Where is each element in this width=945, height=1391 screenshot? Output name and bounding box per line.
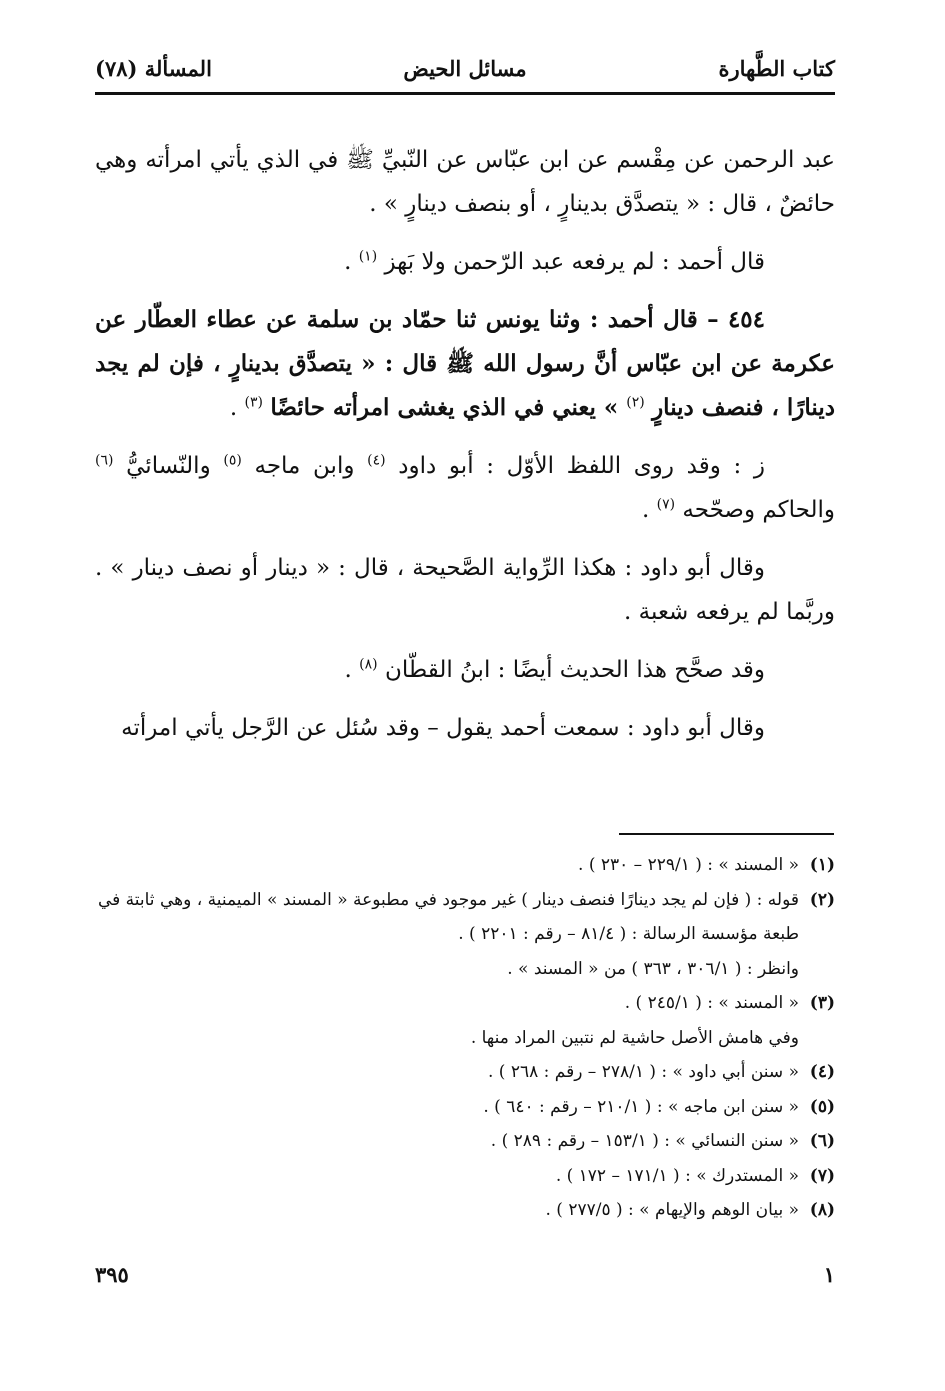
footnote-line: « بيان الوهم والإيهام » : ( ٢٧٧/٥ ) . — [545, 1200, 799, 1220]
footnote-4 — [95, 1055, 835, 1090]
paragraph-2-text: قال أحمد : لم يرفعه عبد الرّحمن ولا بَهز — [384, 249, 765, 275]
header-issue-number: المسألة (٧٨) — [95, 56, 212, 81]
footnote-ref-3: (٣) — [244, 394, 264, 411]
footnote-ref-6: (٦) — [95, 452, 114, 469]
footnote-number: (٦) — [809, 1131, 835, 1151]
footnote-ref-5: (٥) — [223, 452, 242, 469]
footnote-ref-1: (١) — [358, 248, 378, 265]
signature-mark: ١ — [823, 1262, 835, 1287]
footnote-ref-7: (٧) — [656, 496, 676, 513]
footnote-line: « المستدرك » : ( ١٧١/١ – ١٧٢ ) . — [555, 1165, 799, 1186]
footnote-number: (٢) — [809, 889, 835, 910]
footnote-line: « المسند » : ( ٢٢٩/١ – ٢٣٠ ) . — [578, 855, 799, 875]
header-book-title: كتاب الطَّهارة — [718, 56, 835, 81]
footnote-line: « المسند » : ( ٢٤٥/١ ) . — [624, 993, 799, 1013]
paragraph-1: عبد الرحمن عن مِقْسم عن ابن عبّاس عن النّبيِّ ﷺ في الذي يأتي امرأته وهي حائضٌ ، قال : « يتصدَّق بدينارٍ ، أو بنصف دينارٍ » . — [95, 147, 835, 217]
paragraph-4-d: والحاكم وصحّحه — [682, 497, 835, 523]
footnote-number: (١) — [809, 855, 835, 875]
paragraph-4-b: وابن ماجه — [254, 453, 368, 479]
footnote-7 — [95, 1159, 835, 1194]
paragraph-4-end: . — [642, 497, 657, 523]
main-text — [95, 138, 835, 764]
paragraph-3-end: . — [229, 395, 245, 421]
paragraph-4 — [95, 444, 835, 532]
footnote-line: قوله : ( فإن لم يجد دينارًا فنصف دينار ) غير موجود في مطبوعة « المسند » الميمنية ، وهي ثابتة في طبعة مؤسسة الرسالة : ( ٨١/٤ – رقم : ٢٢٠١ ) . — [97, 889, 799, 944]
paragraph-6-end: . — [344, 657, 360, 683]
footnote-line: « سنن النسائي » : ( ١٥٣/١ – رقم : ٢٨٩ ) . — [490, 1131, 799, 1151]
footnote-number: (٥) — [809, 1096, 835, 1117]
footnote-line: وانظر : ( ٣٠٦/١ ، ٣٦٣ ) من « المسند » . — [507, 958, 799, 979]
footnote-ref-8: (٨) — [359, 656, 378, 673]
footnote-5 — [95, 1090, 835, 1125]
footnote-number: (٤) — [809, 1062, 835, 1082]
running-header — [95, 46, 835, 90]
paragraph-4-c: والنّسائيُّ — [126, 453, 224, 479]
footnote-6 — [95, 1124, 835, 1159]
footnote-number: (٧) — [809, 1165, 835, 1186]
paragraph-5: وقال أبو داود : هكذا الرِّواية الصَّحيحة ، قال : « دينار أو نصف دينار » . وربَّما لم يرفعه شعبة . — [95, 555, 835, 625]
page-footer — [95, 1262, 835, 1292]
header-divider — [95, 92, 835, 95]
paragraph-6 — [95, 648, 835, 692]
paragraph-2-end: . — [344, 249, 359, 275]
footnotes — [95, 848, 835, 1228]
footnote-line: وفي هامش الأصل حاشية لم نتبين المراد منها . — [470, 1027, 799, 1048]
paragraph-2 — [95, 240, 835, 284]
paragraph-7: وقال أبو داود : سمعت أحمد يقول – وقد سُئل عن الرَّجل يأتي امرأته — [121, 715, 765, 741]
footnote-number: (٨) — [809, 1200, 835, 1220]
paragraph-3-mid: » يعني في الذي يغشى امرأته حائضًا — [270, 394, 627, 421]
footnote-1 — [95, 848, 835, 883]
paragraph-3-text: ٤٥٤ – قال أحمد : وثنا يونس ثنا حمّاد بن سلمة عن عطاء العطّار عن عكرمة عن ابن عبّاس أنَّ رسول الله ﷺ قال : « يتصدَّق بدينارٍ ، فإن لم يجد دينارًا ، فنصف دينارٍ — [95, 306, 835, 421]
footnote-ref-2: (٢) — [626, 394, 645, 411]
footnote-ref-4: (٤) — [367, 452, 386, 469]
footnote-3 — [95, 986, 835, 1055]
paragraph-3 — [95, 298, 835, 430]
footnote-8 — [95, 1193, 835, 1228]
footnote-line: « سنن ابن ماجه » : ( ٢١٠/١ – رقم : ٦٤٠ ) . — [483, 1096, 799, 1117]
page-number: ٣٩٥ — [95, 1262, 129, 1287]
footnote-2 — [95, 883, 835, 987]
paragraph-4-a: ز : وقد روى اللفظ الأوّل : أبو داود — [398, 453, 766, 479]
footnote-line: « سنن أبي داود » : ( ٢٧٨/١ – رقم : ٢٦٨ ) . — [487, 1062, 799, 1082]
footnote-number: (٣) — [809, 993, 835, 1013]
header-chapter-title: مسائل الحيض — [403, 56, 527, 81]
paragraph-6-text: وقد صحَّح هذا الحديث أيضًا : ابنُ القطّان — [384, 657, 765, 683]
footnote-divider — [619, 833, 834, 835]
